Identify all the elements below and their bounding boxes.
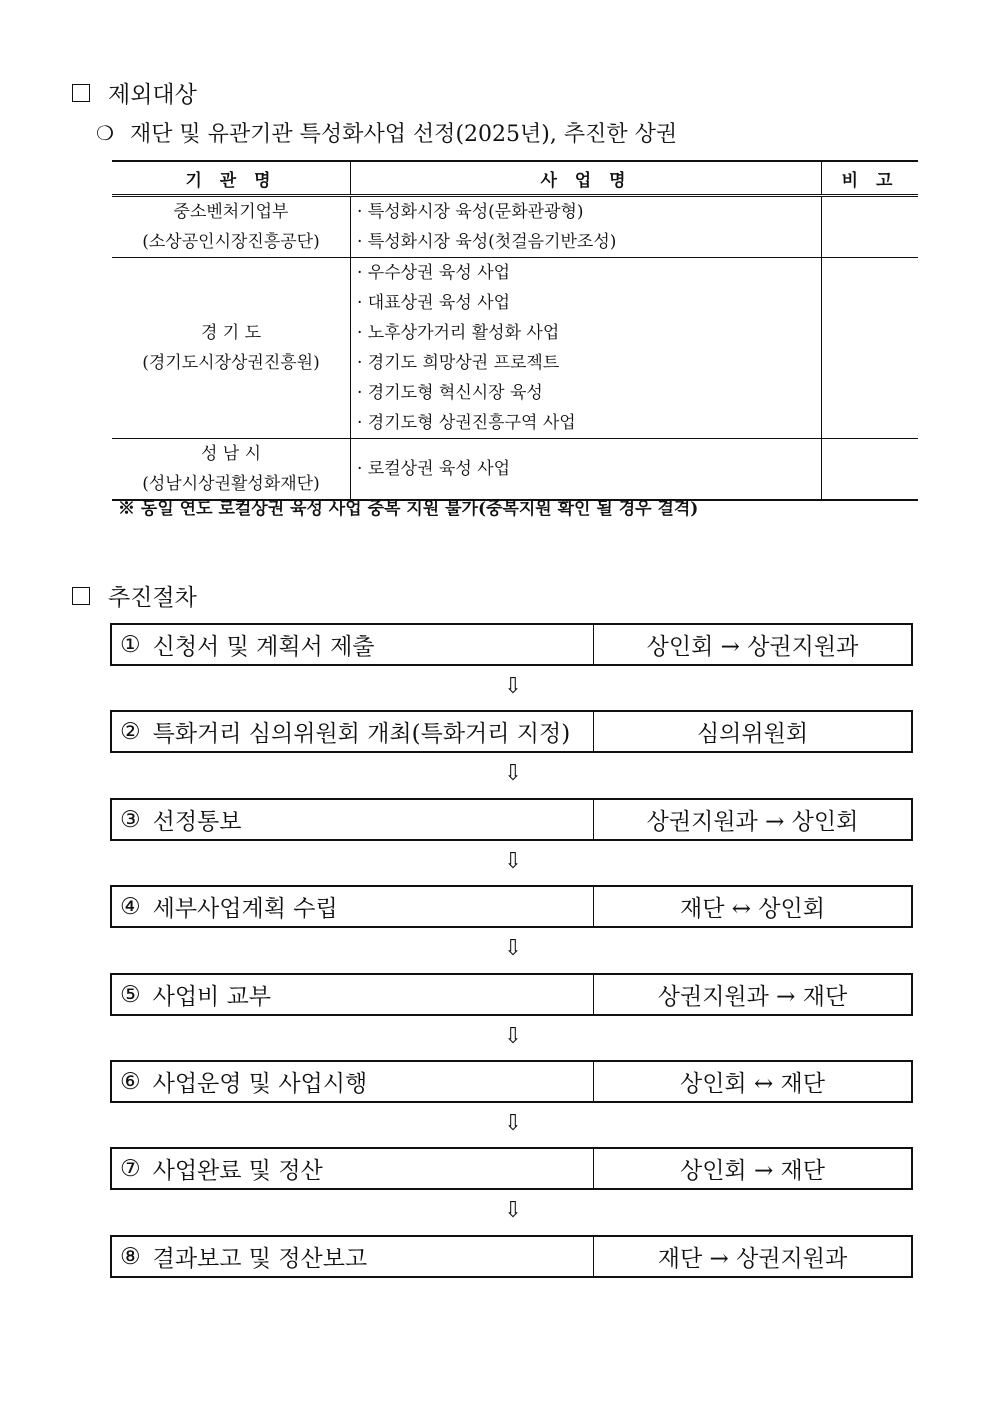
step-description [112,1062,594,1101]
down-arrow-icon: ⇩ [503,936,523,961]
step-number: ④ [120,893,141,920]
step-actor: 상권지원과 → 상인회 [646,809,859,835]
step-label: 사업완료 및 정산 [152,1158,323,1184]
procedure-step [110,1235,913,1278]
project-item: · 경기도형 상권진흥구역 사업 [357,413,576,433]
section-exclusion-title: 제외대상 [108,82,197,108]
step-description [112,887,594,926]
remark-cell [822,196,919,258]
table-header-row [112,161,918,196]
agency-sub: (소상공인시장진흥공단) [142,232,320,252]
step-number: ⑧ [120,1243,141,1270]
step-actor: 재단 ↔ 상인회 [680,896,825,922]
project-item: · 특성화시장 육성(문화관광형) [357,202,584,222]
project-cell [351,439,822,501]
step-number: ⑦ [120,1155,141,1182]
exclusion-criteria-text: 재단 및 유관기관 특성화사업 선정(2025년), 추진한 상권 [129,122,678,147]
remark-cell [822,439,919,501]
header-agency: 기 관 명 [112,161,351,196]
step-description [112,625,594,664]
down-arrow-icon: ⇩ [503,674,523,699]
step-number: ③ [120,806,141,833]
table-row [112,258,918,439]
step-description [112,800,594,839]
header-remark: 비 고 [822,161,919,196]
step-number: ⑥ [120,1068,141,1095]
project-item: · 대표상권 육성 사업 [357,293,510,313]
table-row [112,196,918,258]
agency-cell [112,439,351,501]
step-label: 세부사업계획 수립 [152,896,338,922]
project-cell [351,196,822,258]
agency-name: 성 남 시 [200,444,262,464]
procedure-step [110,1147,913,1190]
duplicate-support-note: ※ 동일 연도 로컬상권 육성 사업 중복 지원 불가(중복지원 확인 될 경우 결격) [118,499,699,519]
procedure-step [110,885,913,928]
step-label: 선정통보 [152,809,242,835]
project-item: · 노후상가거리 활성화 사업 [357,323,560,343]
exclusion-table [112,160,918,501]
step-number: ② [120,718,141,745]
checkbox-square-icon [72,587,90,605]
down-arrow-icon: ⇩ [503,761,523,786]
step-number: ⑤ [120,981,141,1008]
project-item: · 특성화시장 육성(첫걸음기반조성) [357,232,617,252]
step-actor: 재단 → 상권지원과 [657,1246,848,1272]
circle-bullet-icon: ❍ [96,120,114,145]
project-cell [351,258,822,439]
step-label: 사업운영 및 사업시행 [152,1071,368,1097]
down-arrow-icon: ⇩ [503,1198,523,1223]
step-label: 신청서 및 계획서 제출 [152,634,375,660]
down-arrow-icon: ⇩ [503,1024,523,1049]
project-item: · 경기도 희망상권 프로젝트 [357,353,560,373]
procedure-step [110,623,913,666]
step-description [112,1149,594,1188]
step-actor: 심의위원회 [696,721,809,747]
agency-sub: (성남시상권활성화재단) [142,474,320,494]
header-project: 사 업 명 [351,161,822,196]
project-item: · 우수상권 육성 사업 [357,263,510,283]
agency-sub: (경기도시장상권진흥원) [142,353,320,373]
project-item: · 경기도형 혁신시장 육성 [357,383,543,403]
agency-cell [112,196,351,258]
procedure-step [110,1060,913,1103]
step-label: 결과보고 및 정산보고 [152,1246,368,1272]
agency-name: 경 기 도 [200,323,262,343]
project-item: · 로컬상권 육성 사업 [357,459,510,479]
table-row [112,439,918,501]
step-description [112,1237,594,1276]
procedure-step [110,710,913,753]
step-actor: 상인회 → 재단 [680,1158,825,1184]
exclusion-criteria [96,117,677,148]
down-arrow-icon: ⇩ [503,849,523,874]
step-description [112,975,594,1014]
section-procedure-title: 추진절차 [108,585,197,611]
step-actor: 상권지원과 → 재단 [657,984,848,1010]
procedure-step [110,973,913,1016]
checkbox-square-icon [72,84,90,102]
step-label: 특화거리 심의위원회 개최(특화거리 지정) [152,721,571,747]
step-description [112,712,594,751]
step-actor: 상인회 ↔ 재단 [680,1071,825,1097]
agency-cell [112,258,351,439]
step-number: ① [120,631,141,658]
agency-name: 중소벤처기업부 [173,202,289,222]
procedure-step [110,798,913,841]
section-procedure-heading [72,579,197,612]
remark-cell [822,258,919,439]
step-actor: 상인회 → 상권지원과 [646,634,859,660]
step-label: 사업비 교부 [152,984,272,1010]
down-arrow-icon: ⇩ [503,1111,523,1136]
section-exclusion-heading [72,76,197,109]
